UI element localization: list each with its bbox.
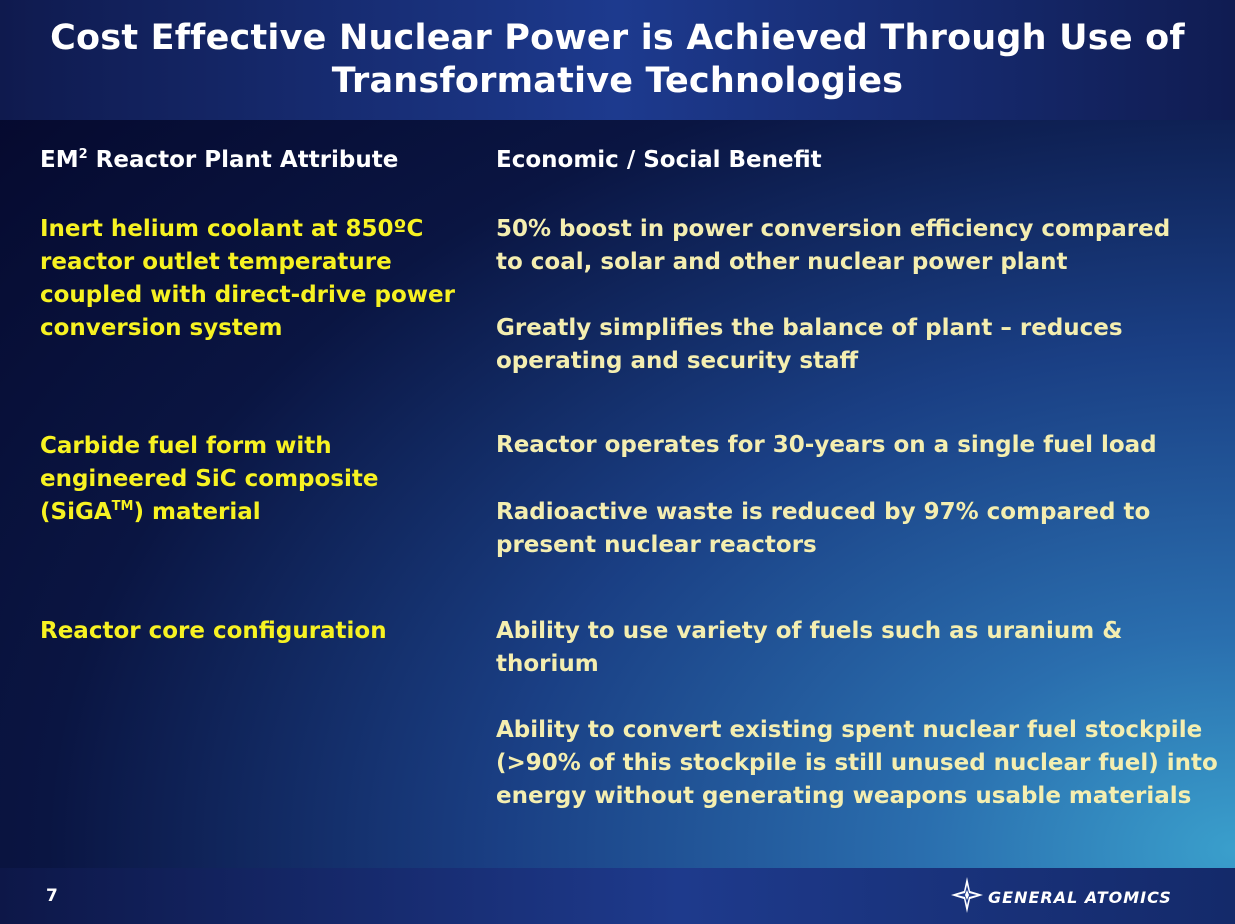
benefit-line: (>90% of this stockpile is still unused nuclear fuel) into	[496, 750, 1218, 776]
footer-bar	[0, 868, 1235, 924]
benefit-line: Greatly simplifies the balance of plant – reduces	[496, 315, 1123, 341]
header-superscript: 2	[78, 147, 88, 162]
page-number: 7	[46, 886, 58, 906]
title-bar	[0, 0, 1235, 120]
title-line-2: Transformative Technologies	[331, 61, 904, 101]
attribute-line: Reactor core configuration	[40, 618, 387, 644]
header-em: EM	[40, 147, 79, 173]
benefit-line: Ability to convert existing spent nuclear fuel stockpile	[496, 717, 1203, 743]
attribute-carbide-fuel	[40, 430, 480, 529]
benefit-line: to coal, solar and other nuclear power plant	[496, 249, 1068, 275]
benefit-line: energy without generating weapons usable materials	[496, 783, 1192, 809]
attribute-line: Carbide fuel form with	[40, 433, 332, 459]
benefit-line: thorium	[496, 651, 599, 677]
material-text: ) material	[133, 499, 261, 525]
attribute-core-configuration	[40, 615, 480, 648]
benefit-balance-of-plant	[496, 312, 1226, 378]
benefit-line: operating and security staff	[496, 348, 859, 374]
benefit-efficiency	[496, 213, 1226, 279]
general-atomics-logo	[950, 876, 1172, 918]
attribute-line: engineered SiC composite	[40, 466, 379, 492]
attribute-helium-coolant	[40, 213, 480, 345]
title-line-1: Cost Effective Nuclear Power is Achieved Through Use of	[50, 18, 1185, 58]
attribute-line: conversion system	[40, 315, 283, 341]
benefit-line: Reactor operates for 30-years on a single fuel load	[496, 432, 1157, 458]
header-attribute-text: Reactor Plant Attribute	[87, 147, 399, 173]
benefit-stockpile-conversion	[496, 714, 1226, 813]
diamond-star-icon	[950, 876, 984, 918]
slide-title	[10, 17, 1225, 103]
trademark-superscript: TM	[111, 499, 134, 514]
right-column-header: Economic / Social Benefit	[496, 147, 822, 173]
attribute-line	[40, 496, 480, 529]
benefit-waste-reduction	[496, 496, 1226, 562]
left-column-header	[40, 147, 398, 173]
attribute-line: Inert helium coolant at 850ºC	[40, 216, 424, 242]
benefit-line: Ability to use variety of fuels such as uranium &	[496, 618, 1123, 644]
benefit-line: 50% boost in power conversion efficiency compared	[496, 216, 1171, 242]
benefit-line: present nuclear reactors	[496, 532, 817, 558]
benefit-line: Radioactive waste is reduced by 97% compared to	[496, 499, 1151, 525]
attribute-line: reactor outlet temperature	[40, 249, 392, 275]
siga-text: (SiGA	[40, 499, 112, 525]
logo-text: GENERAL ATOMICS	[988, 887, 1172, 907]
benefit-fuel-variety	[496, 615, 1226, 681]
attribute-line: coupled with direct-drive power	[40, 282, 455, 308]
benefit-30-year-fuel	[496, 429, 1226, 462]
